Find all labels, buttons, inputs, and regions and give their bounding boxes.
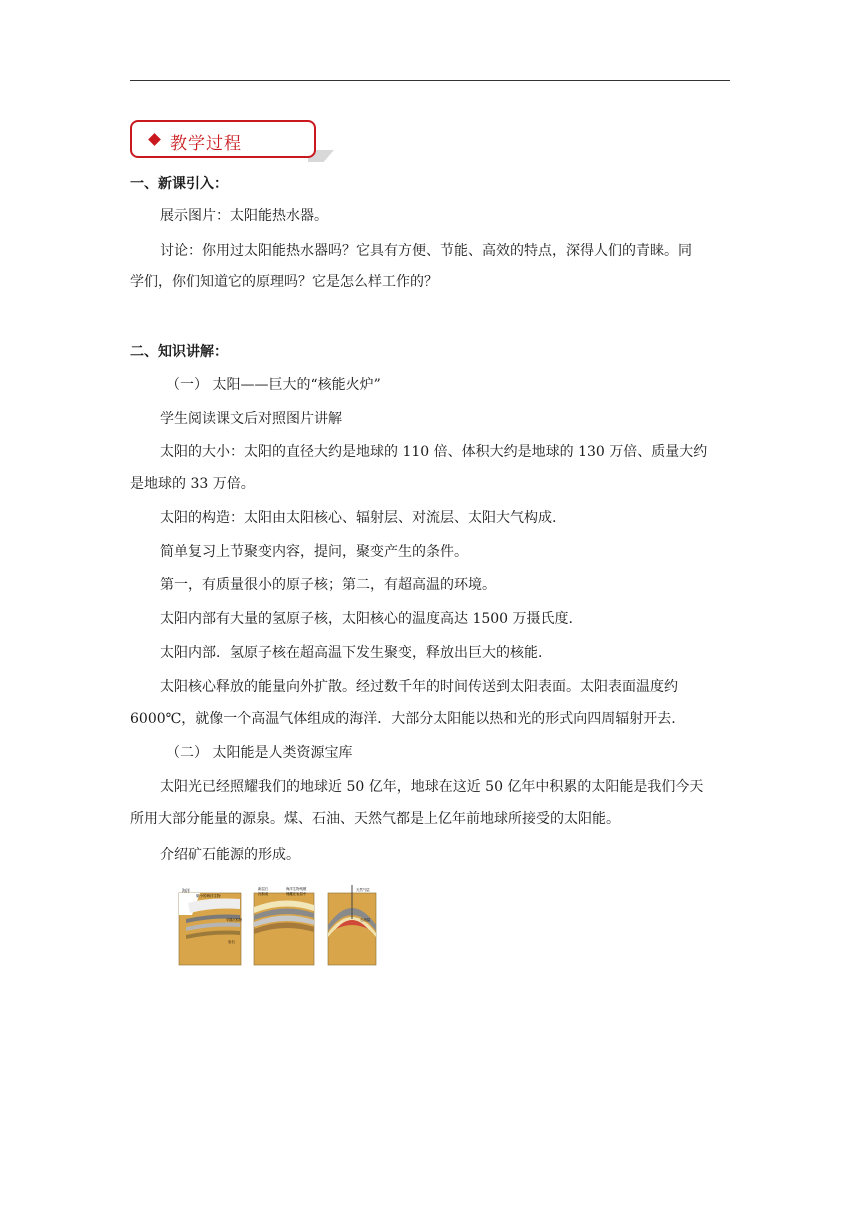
banner-title: 教学过程 [170,134,242,154]
paragraph-fusion: 太阳内部．氢原子核在超高温下发生聚变，释放出巨大的核能. [160,645,543,661]
top-rule [130,80,730,81]
paragraph-energy-line2: 6000℃，就像一个高温气体组成的海洋．大部分太阳能以热和光的形式向四周辐射开去. [130,711,676,727]
label-oil: 石油层 [360,918,371,922]
label-gas: 天然气层 [356,888,370,892]
label-panel2-top: 新层石 [258,887,269,891]
figure-panel-1 [179,887,243,965]
paragraph-review: 简单复习上节聚变内容，提问，聚变产生的条件。 [160,544,468,560]
subheading-nuclear-furnace: （一） 太阳——巨大的“核能火炉” [166,377,381,393]
paragraph-show-image: 展示图片：太阳能热水器。 [160,208,328,224]
label-sediment: 早期沉积物 [226,918,242,922]
paragraph-mineral-intro: 介绍矿石能源的形成。 [160,847,300,863]
paragraph-sun-size-line2: 是地球的 33 万倍。 [130,476,255,492]
paragraph-sunlight-line1: 太阳光已经照耀我们的地球近 50 亿年，地球在这近 50 亿年中积累的太阳能是我们今天 [160,779,704,795]
banner-box [130,120,316,158]
label-panel2-top2: 沉积成 [258,892,269,896]
label-panel2-right: 海洋生物残骸 [286,887,307,891]
section-banner [130,120,335,162]
paragraph-hydrogen: 太阳内部有大量的氢原子核，太阳核心的温度高达 1500 万摄氏度. [160,611,573,627]
figure-panel-2 [254,886,314,965]
paragraph-conditions: 第一，有质量很小的原子核；第二，有超高温的环境。 [160,577,496,593]
fossil-fuel-formation-figure [178,885,378,967]
label-sea: 海洋 [182,888,190,893]
paragraph-energy-line1: 太阳核心释放的能量向外扩散。经过数千年的时间传送到太阳表面。太阳表面温度约 [160,679,678,695]
paragraph-read: 学生阅读课文后对照图片讲解 [160,411,342,427]
label-rock: 岩石 [228,940,235,944]
label-panel2-right2: 埋藏在岩层中 [286,892,307,896]
label-organisms: 微小的海洋生物 [196,894,221,898]
section2-heading: 二、知识讲解： [130,344,228,360]
section1-heading: 一、新课引入： [130,176,228,192]
paragraph-sunlight-line2: 所用大部分能量的源泉。煤、石油、天然气都是上亿年前地球所接受的太阳能。 [130,811,620,827]
diamond-icon [148,133,161,146]
paragraph-discussion-line2: 学们，你们知道它的原理吗？它是怎么样工作的？ [130,274,438,290]
paragraph-sun-structure: 太阳的构造：太阳由太阳核心、辐射层、对流层、太阳大气构成. [160,510,557,526]
paragraph-discussion-line1: 讨论：你用过太阳能热水器吗？它具有方便、节能、高效的特点，深得人们的青睐。同 [160,243,692,259]
figure-panel-3 [328,885,376,965]
paragraph-sun-size-line1: 太阳的大小：太阳的直径大约是地球的 110 倍、体积大约是地球的 130 万倍、质量大约 [160,444,708,460]
subheading-resource: （二） 太阳能是人类资源宝库 [166,745,353,761]
